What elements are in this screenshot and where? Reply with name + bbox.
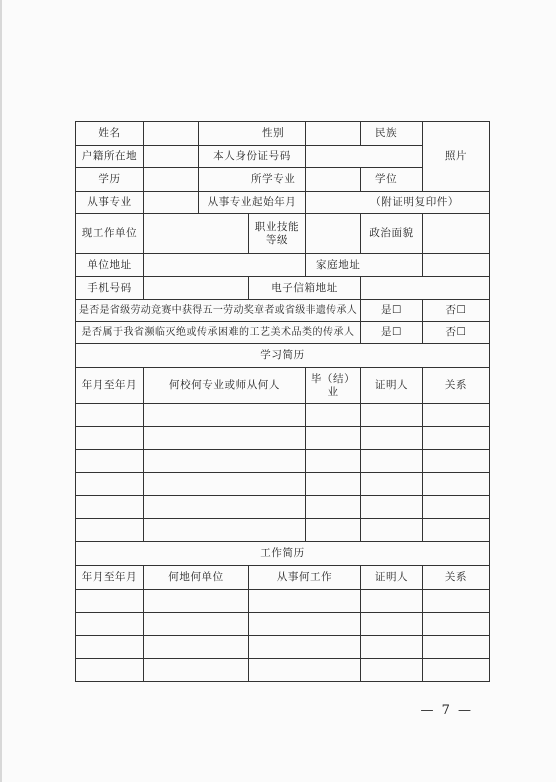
yes-checkbox-labor-medal[interactable]: 是☐ — [361, 300, 423, 322]
study-cell[interactable] — [144, 496, 306, 519]
email-field[interactable] — [361, 277, 490, 300]
id-number-field[interactable] — [306, 146, 423, 168]
work-cell[interactable] — [423, 659, 490, 682]
study-col-relation: 关系 — [423, 368, 490, 404]
phone-field[interactable] — [144, 277, 249, 300]
work-col-unit: 何地何单位 — [144, 566, 249, 590]
label-name: 姓名 — [76, 122, 144, 146]
work-cell[interactable] — [249, 636, 361, 659]
work-cell[interactable] — [249, 659, 361, 682]
work-cell[interactable] — [361, 659, 423, 682]
study-cell[interactable] — [306, 404, 361, 427]
label-gender: 性别 — [199, 122, 306, 146]
work-cell[interactable] — [76, 659, 144, 682]
work-col-reference: 证明人 — [361, 566, 423, 590]
label-education: 学历 — [76, 168, 144, 192]
label-household-registration: 户籍所在地 — [76, 146, 144, 168]
study-col-graduation: 毕（结）业 — [306, 368, 361, 404]
label-work-unit: 现工作单位 — [76, 214, 144, 254]
profession-field[interactable] — [144, 192, 199, 214]
study-cell[interactable] — [361, 519, 423, 542]
label-profession-start: 从事专业起始年月 — [199, 192, 306, 214]
study-col-period: 年月至年月 — [76, 368, 144, 404]
study-cell[interactable] — [306, 450, 361, 473]
study-cell[interactable] — [144, 427, 306, 450]
study-cell[interactable] — [361, 404, 423, 427]
work-cell[interactable] — [144, 613, 249, 636]
work-cell[interactable] — [144, 590, 249, 613]
label-profession: 从事专业 — [76, 192, 144, 214]
study-cell[interactable] — [76, 450, 144, 473]
label-home-address: 家庭地址 — [306, 254, 423, 277]
work-cell[interactable] — [76, 636, 144, 659]
study-cell[interactable] — [144, 450, 306, 473]
study-row — [76, 404, 490, 427]
work-history-title: 工作简历 — [76, 542, 490, 566]
study-cell[interactable] — [306, 519, 361, 542]
yes-checkbox-endangered-craft[interactable]: 是☐ — [361, 322, 423, 344]
study-cell[interactable] — [306, 473, 361, 496]
attach-proof-note: （附证明复印件） — [306, 192, 490, 214]
label-unit-address: 单位地址 — [76, 254, 144, 277]
work-cell[interactable] — [249, 590, 361, 613]
study-cell[interactable] — [144, 404, 306, 427]
study-cell[interactable] — [423, 404, 490, 427]
study-cell[interactable] — [76, 519, 144, 542]
study-row — [76, 496, 490, 519]
label-degree: 学位 — [361, 168, 423, 192]
study-cell[interactable] — [76, 496, 144, 519]
application-form-table — [75, 121, 490, 682]
label-skill-level: 职业技能等级 — [249, 214, 306, 254]
study-row — [76, 473, 490, 496]
work-cell[interactable] — [423, 636, 490, 659]
work-cell[interactable] — [76, 613, 144, 636]
study-cell[interactable] — [423, 496, 490, 519]
label-major-studied: 所学专业 — [199, 168, 306, 192]
work-cell[interactable] — [361, 636, 423, 659]
label-photo: 照片 — [423, 122, 490, 192]
home-address-field[interactable] — [423, 254, 490, 277]
work-row — [76, 659, 490, 682]
major-studied-field[interactable] — [306, 168, 361, 192]
study-cell[interactable] — [361, 427, 423, 450]
question-labor-medal: 是否是省级劳动竞赛中获得五一劳动奖章者或省级非遗传承人 — [76, 300, 361, 322]
page-number: — 7 — — [420, 703, 473, 718]
study-cell[interactable] — [144, 519, 306, 542]
label-id-number: 本人身份证号码 — [199, 146, 306, 168]
work-cell[interactable] — [423, 590, 490, 613]
political-status-field[interactable] — [423, 214, 490, 254]
work-cell[interactable] — [76, 590, 144, 613]
study-col-school: 何校何专业或师从何人 — [144, 368, 306, 404]
study-cell[interactable] — [76, 404, 144, 427]
work-cell[interactable] — [361, 590, 423, 613]
label-email: 电子信箱地址 — [249, 277, 361, 300]
work-row — [76, 613, 490, 636]
unit-address-field[interactable] — [144, 254, 306, 277]
question-endangered-craft: 是否属于我省濒临灭绝或传承困难的工艺美术品类的传承人 — [76, 322, 361, 344]
page-edge — [0, 0, 2, 782]
work-cell[interactable] — [144, 636, 249, 659]
household-registration-field[interactable] — [144, 146, 199, 168]
work-col-job: 从事何工作 — [249, 566, 361, 590]
work-cell[interactable] — [423, 613, 490, 636]
study-cell[interactable] — [361, 496, 423, 519]
work-cell[interactable] — [361, 613, 423, 636]
study-row — [76, 519, 490, 542]
study-cell[interactable] — [361, 450, 423, 473]
study-row — [76, 427, 490, 450]
study-cell[interactable] — [423, 450, 490, 473]
no-checkbox-labor-medal[interactable]: 否☐ — [423, 300, 490, 322]
work-row — [76, 636, 490, 659]
label-ethnicity: 民族 — [361, 122, 423, 146]
no-checkbox-endangered-craft[interactable]: 否☐ — [423, 322, 490, 344]
study-cell[interactable] — [423, 519, 490, 542]
education-field[interactable] — [144, 168, 199, 192]
study-cell[interactable] — [144, 473, 306, 496]
label-political-status: 政治面貌 — [361, 214, 423, 254]
gender-field[interactable] — [306, 122, 361, 146]
study-cell[interactable] — [306, 427, 361, 450]
study-col-reference: 证明人 — [361, 368, 423, 404]
label-phone: 手机号码 — [76, 277, 144, 300]
work-col-period: 年月至年月 — [76, 566, 144, 590]
work-row — [76, 590, 490, 613]
work-col-relation: 关系 — [423, 566, 490, 590]
study-cell[interactable] — [76, 427, 144, 450]
study-cell[interactable] — [76, 473, 144, 496]
study-cell[interactable] — [423, 473, 490, 496]
skill-level-field[interactable] — [306, 214, 361, 254]
study-row — [76, 450, 490, 473]
name-field[interactable] — [144, 122, 199, 146]
study-cell[interactable] — [306, 496, 361, 519]
study-history-title: 学习简历 — [76, 344, 490, 368]
work-cell[interactable] — [249, 613, 361, 636]
work-unit-field[interactable] — [144, 214, 249, 254]
work-cell[interactable] — [144, 659, 249, 682]
study-cell[interactable] — [423, 427, 490, 450]
study-cell[interactable] — [361, 473, 423, 496]
